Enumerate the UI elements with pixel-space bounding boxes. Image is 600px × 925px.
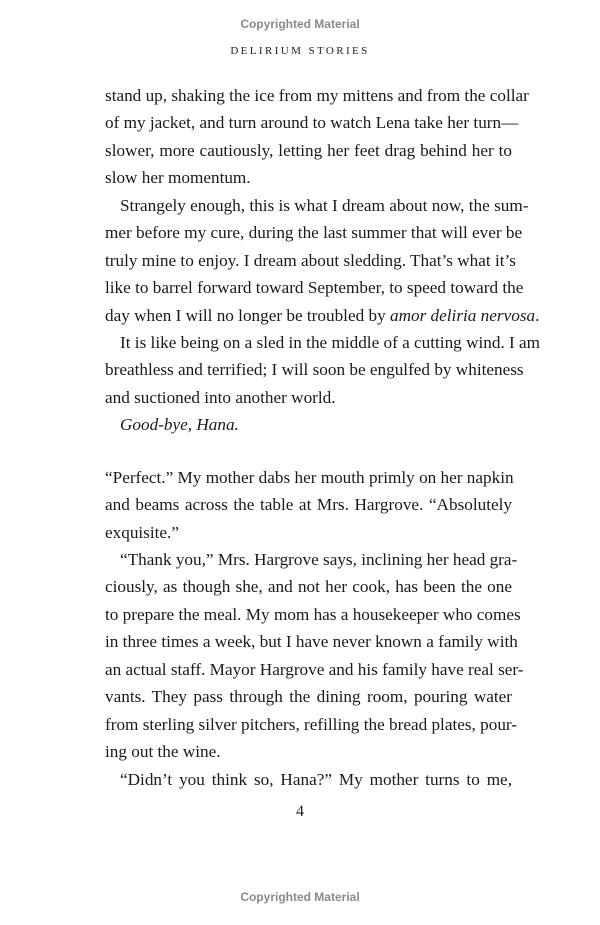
text-line [105,519,512,546]
text-line [105,192,529,219]
text-line [105,546,518,573]
line-text: breathless and terrified; I will soon be engulfed by whiteness [105,360,524,380]
line-text: of my jacket, and turn around to watch Lena take her turn— [105,113,519,133]
line-text: Strangely enough, this is what I dream about now, the sum- [120,195,529,215]
text-line [105,411,512,438]
text-line [105,601,521,628]
body-text [105,82,541,793]
line-text: exquisite.” [105,522,179,542]
line-text: from sterling silver pitchers, refilling the bread plates, pour- [105,714,518,734]
line-text: stand up, shaking the ice from my mittens and from the collar [105,86,529,105]
line-text: mer before my cure, during the last summer that will ever be [105,223,523,243]
line-text: ciously, as though she, and not her cook, has been the one [105,577,512,597]
line-text: slower, more cautiously, letting her feet drag behind her to [105,140,512,160]
line-text: “Thank you,” Mrs. Hargrove says, inclining her head gra- [120,550,518,569]
text-line [105,683,512,710]
text-line [105,656,524,683]
paragraph [105,546,524,766]
line-text: an actual staff. Mayor Hargrove and his family have real ser- [105,659,524,679]
text-line [105,109,519,136]
line-text: to prepare the meal. My mom has a housekeeper who comes [105,604,521,624]
line-text: and beams across the table at Mrs. Hargrove. “Absolutely [105,495,512,515]
line-text: slow her momentum. [105,168,251,188]
line-text: like to barrel forward toward September, to speed toward the [105,278,524,298]
running-head: DELIRIUM STORIES [230,45,370,57]
text-line [105,247,516,274]
copyright-watermark-bottom: Copyrighted Material [240,890,360,904]
text-line [105,491,512,518]
text-line [105,137,512,164]
line-text: “Perfect.” My mother dabs her mouth primly on her napkin [105,467,514,487]
text-line [105,219,523,246]
line-text: It is like being on a sled in the middle of a cutting wind. I am [120,332,541,352]
paragraph [105,411,512,438]
text-line [105,329,541,356]
text-line [105,356,524,383]
text-line [105,164,512,191]
line-text: in three times a week, but I have never known a family with [105,632,518,652]
paragraph [105,192,540,329]
line-text: day when I will no longer be troubled by [105,305,390,325]
paragraph [105,82,529,192]
section-break [105,439,512,464]
page-number: 4 [296,803,304,820]
italic-text: Good-bye, Hana. [120,415,239,435]
text-line [105,302,540,329]
paragraph [105,464,512,546]
paragraph [105,329,541,411]
text-line [105,766,512,793]
text-line [105,82,529,109]
italic-text: amor deliria nervosa [389,305,536,325]
text-line [105,711,518,738]
text-line [105,464,512,491]
line-text: and suctioned into another world. [105,387,336,407]
copyright-watermark-top: Copyrighted Material [240,17,360,31]
text-line [105,573,512,600]
text-line [105,274,524,301]
text-line [105,738,512,765]
line-text: vants. They pass through the dining room, pouring water [105,687,512,707]
line-text: . [535,305,540,325]
text-line [105,384,512,411]
paragraph [105,766,512,793]
line-text: truly mine to enjoy. I dream about sledding. That’s what it’s [105,250,516,270]
line-text: “Didn’t you think so, Hana?” My mother turns to me, [120,769,512,789]
text-line [105,628,518,655]
line-text: ing out the wine. [105,742,221,762]
